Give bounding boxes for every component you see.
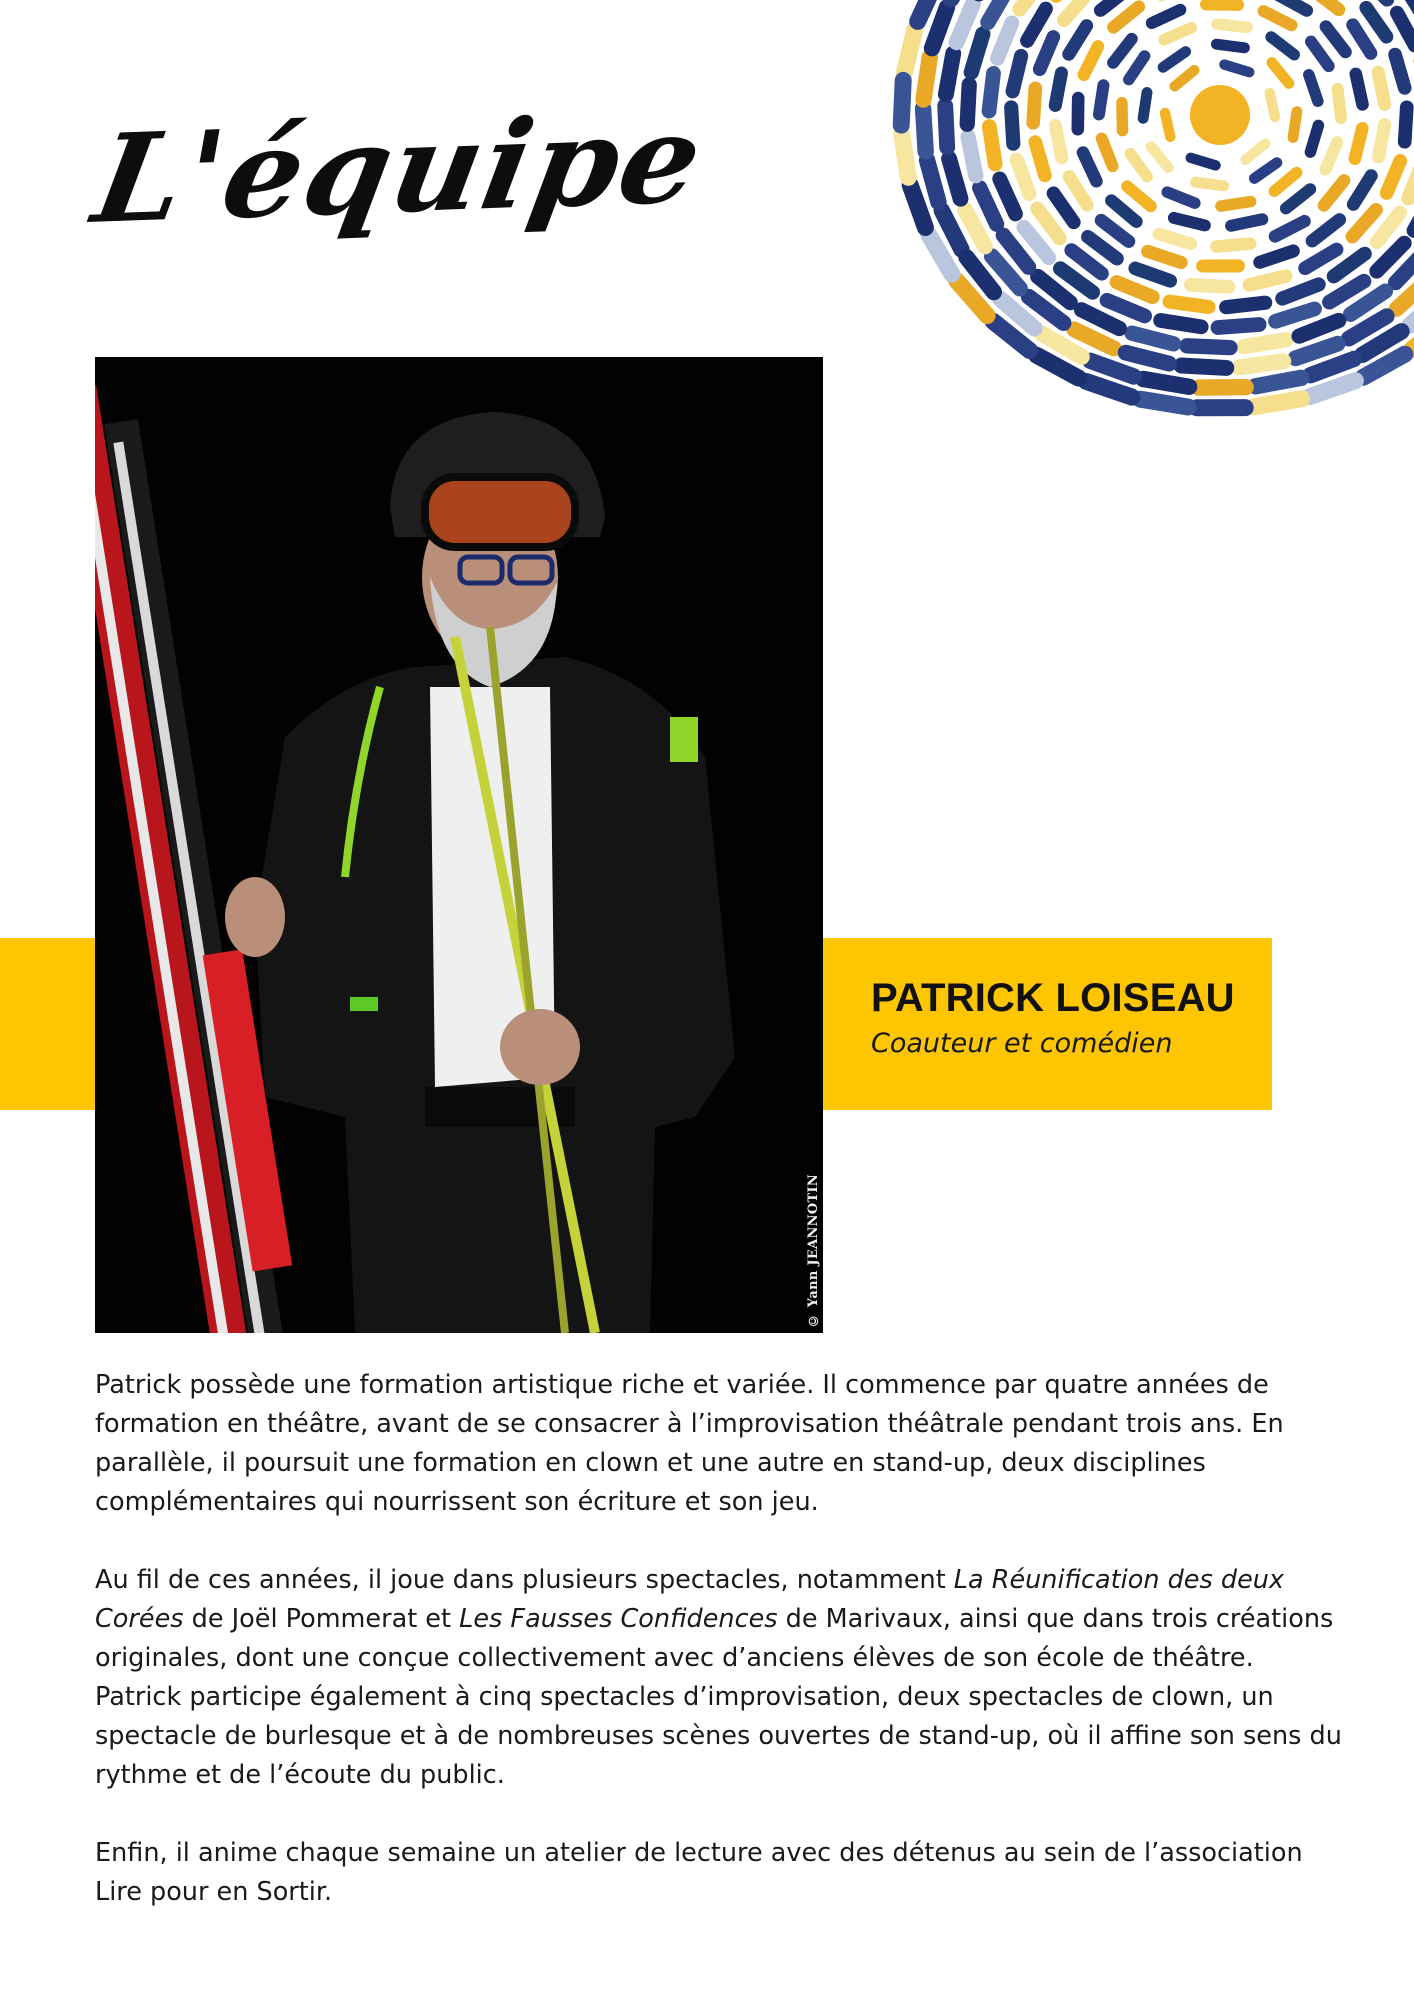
- brush-stroke: [1174, 218, 1205, 226]
- brush-stroke: [1305, 250, 1337, 269]
- bio-text-span: Au fil de ces années, il joue dans plusieurs spectacles, notamment: [95, 1565, 954, 1595]
- brush-stroke: [1231, 219, 1262, 226]
- brush-stroke: [932, 8, 947, 49]
- brush-stroke: [1101, 0, 1128, 10]
- brush-stroke: [1311, 0, 1338, 10]
- brush-stroke: [1271, 37, 1294, 55]
- brush-stroke: [989, 73, 994, 111]
- brush-stroke: [946, 54, 953, 95]
- brush-stroke: [1275, 221, 1305, 236]
- brush-stroke: [1338, 89, 1341, 118]
- member-card: [871, 976, 1271, 1059]
- brush-stroke: [1143, 93, 1147, 119]
- brush-stroke: [1107, 300, 1145, 316]
- brush-stroke: [1011, 108, 1013, 144]
- brush-stroke: [1272, 63, 1289, 84]
- swirl-decoration: [830, 0, 1414, 460]
- brush-stroke: [1296, 344, 1338, 359]
- brush-stroke: [1395, 55, 1405, 88]
- brush-stroke: [1165, 113, 1170, 137]
- brush-stroke: [1060, 269, 1092, 293]
- brush-stroke: [1117, 282, 1153, 297]
- brush-stroke: [1167, 192, 1195, 203]
- brush-stroke: [949, 159, 960, 199]
- brush-stroke: [1083, 153, 1096, 182]
- brush-stroke: [1082, 310, 1120, 329]
- brush-stroke: [1310, 125, 1318, 152]
- brush-stroke: [1072, 250, 1102, 273]
- brush-stroke: [1143, 379, 1189, 387]
- brush-stroke: [1170, 302, 1209, 307]
- brush-stroke: [989, 127, 995, 165]
- brush-stroke: [1255, 378, 1301, 387]
- brush-stroke: [923, 109, 926, 152]
- brush-stroke: [971, 34, 983, 72]
- brush-stroke: [1264, 11, 1292, 25]
- brush-stroke: [1206, 4, 1238, 5]
- brush-stroke: [1217, 24, 1247, 27]
- brush-stroke: [1055, 126, 1061, 158]
- brush-stroke: [910, 185, 925, 227]
- brush-stroke: [1379, 125, 1385, 157]
- brush-stroke: [997, 23, 1011, 59]
- brush-stroke: [1159, 234, 1191, 244]
- brush-stroke: [902, 133, 909, 177]
- brush-stroke: [1309, 75, 1318, 101]
- brush-stroke: [1218, 325, 1259, 328]
- brush-stroke: [1216, 44, 1244, 48]
- brush-stroke: [1127, 186, 1151, 206]
- brush-stroke: [1113, 39, 1132, 63]
- photo-credit: © Yann JEANNOTIN: [806, 1173, 821, 1327]
- brush-stroke: [988, 0, 1008, 22]
- brush-stroke: [1299, 321, 1339, 337]
- brush-stroke: [1353, 25, 1371, 53]
- brush-stroke: [1377, 213, 1400, 242]
- brush-stroke: [1140, 399, 1188, 407]
- play-title: La Réunification des deux Corées: [95, 1565, 1285, 1634]
- brush-stroke: [1282, 285, 1318, 299]
- brush-stroke: [1086, 382, 1132, 398]
- brush-stroke: [1088, 237, 1117, 259]
- brush-stroke: [1355, 128, 1362, 158]
- brush-stroke: [1040, 37, 1054, 69]
- brush-stroke: [1356, 74, 1363, 104]
- brush-stroke: [1130, 154, 1147, 177]
- brush-stroke: [927, 160, 938, 202]
- brush-stroke: [1405, 107, 1407, 141]
- brush-stroke: [1099, 85, 1103, 114]
- brush-stroke: [1161, 320, 1202, 326]
- brush-stroke: [1378, 72, 1384, 104]
- brush-stroke: [1353, 176, 1371, 205]
- brush-stroke: [1113, 7, 1138, 28]
- brush-stroke: [1330, 281, 1364, 302]
- brush-stroke: [1182, 366, 1227, 368]
- brush-stroke: [1311, 359, 1354, 375]
- brush-stroke: [1191, 158, 1216, 166]
- brush-stroke: [1054, 193, 1074, 222]
- brush-stroke: [1217, 244, 1251, 247]
- page-title: L'équipe: [84, 86, 715, 251]
- brush-stroke: [1187, 346, 1230, 348]
- brush-stroke: [901, 80, 903, 125]
- brush-stroke: [1055, 73, 1061, 105]
- brush-stroke: [1024, 227, 1049, 257]
- brush-stroke: [1064, 0, 1088, 20]
- brush-stroke: [918, 0, 937, 21]
- brush-stroke: [1244, 340, 1286, 347]
- brush-stroke: [1069, 26, 1087, 55]
- bio-paragraph-1: Patrick possède une formation artistique riche et variée. Il commence par quatre années de formation en théâtre, avant de se consacrer à l’improvisation théâtrale pendant trois ans. En parallèle, il poursuit une formation en clown et une autre en stand-up, deux disciplines complémentaires qui nourrissent son écriture et son jeu.: [95, 1370, 1284, 1517]
- brush-stroke: [1270, 93, 1275, 117]
- brush-stroke: [1196, 182, 1224, 186]
- brush-stroke: [1148, 251, 1182, 262]
- brush-stroke: [1126, 353, 1169, 364]
- brush-stroke: [1226, 303, 1265, 308]
- brush-stroke: [1286, 189, 1310, 208]
- brush-stroke: [965, 210, 985, 247]
- bio-paragraph-3: Enfin, il anime chaque semaine un atelier de lecture avec des détenus au sein de l’association Lire pour en Sortir.: [95, 1838, 1303, 1907]
- biography: [95, 1366, 1345, 1951]
- brush-stroke: [1293, 112, 1297, 138]
- brush-stroke: [1324, 180, 1344, 205]
- brush-stroke: [1221, 202, 1251, 207]
- brush-stroke: [1274, 173, 1296, 192]
- brush-stroke: [1037, 209, 1059, 239]
- brush-stroke: [1366, 8, 1386, 37]
- brush-stroke: [1260, 251, 1294, 262]
- brush-stroke: [1397, 13, 1414, 45]
- brush-stroke: [1027, 9, 1046, 41]
- member-name: PATRICK LOISEAU: [871, 976, 1235, 1020]
- brush-stroke: [1135, 268, 1170, 280]
- brush-stroke: [1326, 27, 1346, 52]
- brush-stroke: [1035, 142, 1045, 175]
- bio-paragraph-2: [95, 1561, 1345, 1795]
- brush-stroke: [1111, 201, 1136, 222]
- brush-stroke: [957, 4, 973, 42]
- brush-stroke: [1334, 254, 1365, 277]
- brush-stroke: [1163, 52, 1186, 68]
- play-title: Les Fausses Confidences: [459, 1604, 778, 1634]
- brush-stroke: [1151, 147, 1168, 168]
- brush-stroke: [1312, 220, 1339, 241]
- brush-stroke: [1408, 164, 1414, 198]
- brush-stroke: [1224, 65, 1249, 73]
- brush-stroke: [1000, 179, 1016, 214]
- brush-stroke: [1152, 10, 1181, 23]
- brush-stroke: [1122, 103, 1123, 131]
- brush-stroke: [1254, 399, 1302, 407]
- brush-stroke: [1013, 56, 1022, 91]
- brush-stroke: [1102, 139, 1113, 167]
- bio-text-span: de Marivaux, ainsi que dans trois créations originales, dont une conçue collectivement avec d’anciens élèves de son école de théâtre. Patrick participe également à cinq spectacles d’improvisation, deux spectacles de clown, un spectacle de burlesque et à de nombreuses scènes ouvertes de stand-up, où il affine son sens du rythme et de l’écoute du public.: [95, 1604, 1342, 1790]
- brush-stroke: [1101, 220, 1128, 241]
- brush-stroke: [1090, 361, 1134, 377]
- member-role: Coauteur et comédien: [871, 1028, 1173, 1059]
- brush-stroke: [942, 211, 962, 250]
- brush-stroke: [1191, 285, 1229, 287]
- brush-stroke: [968, 137, 976, 176]
- bio-text-span: de Joël Pommerat et: [183, 1604, 460, 1634]
- brush-stroke: [1033, 88, 1035, 122]
- brush-stroke: [1129, 56, 1145, 80]
- brush-stroke: [1278, 0, 1307, 11]
- brush-stroke: [1310, 381, 1355, 397]
- member-photo: [95, 357, 823, 1333]
- brush-stroke: [1387, 161, 1401, 193]
- brush-stroke: [1069, 177, 1087, 205]
- brush-stroke: [1175, 70, 1195, 86]
- brush-stroke: [904, 29, 915, 73]
- brush-stroke: [1254, 163, 1277, 179]
- brush-stroke: [1276, 309, 1315, 321]
- brush-stroke: [1017, 160, 1030, 194]
- brush-stroke: [1074, 329, 1114, 348]
- brush-stroke: [924, 57, 930, 100]
- brush-stroke: [1249, 276, 1285, 285]
- brush-stroke: [1326, 142, 1338, 169]
- portrait-photo-icon: [95, 357, 823, 1333]
- brush-stroke: [1246, 144, 1266, 160]
- brush-stroke: [1084, 47, 1098, 75]
- brush-stroke: [980, 188, 997, 224]
- brush-stroke: [1164, 28, 1191, 40]
- brush-stroke: [1132, 333, 1174, 344]
- brush-stroke: [1311, 42, 1329, 67]
- brush-stroke: [967, 85, 969, 125]
- brush-stroke: [1352, 210, 1376, 237]
- brush-stroke: [945, 106, 947, 147]
- brush-stroke: [1239, 361, 1283, 367]
